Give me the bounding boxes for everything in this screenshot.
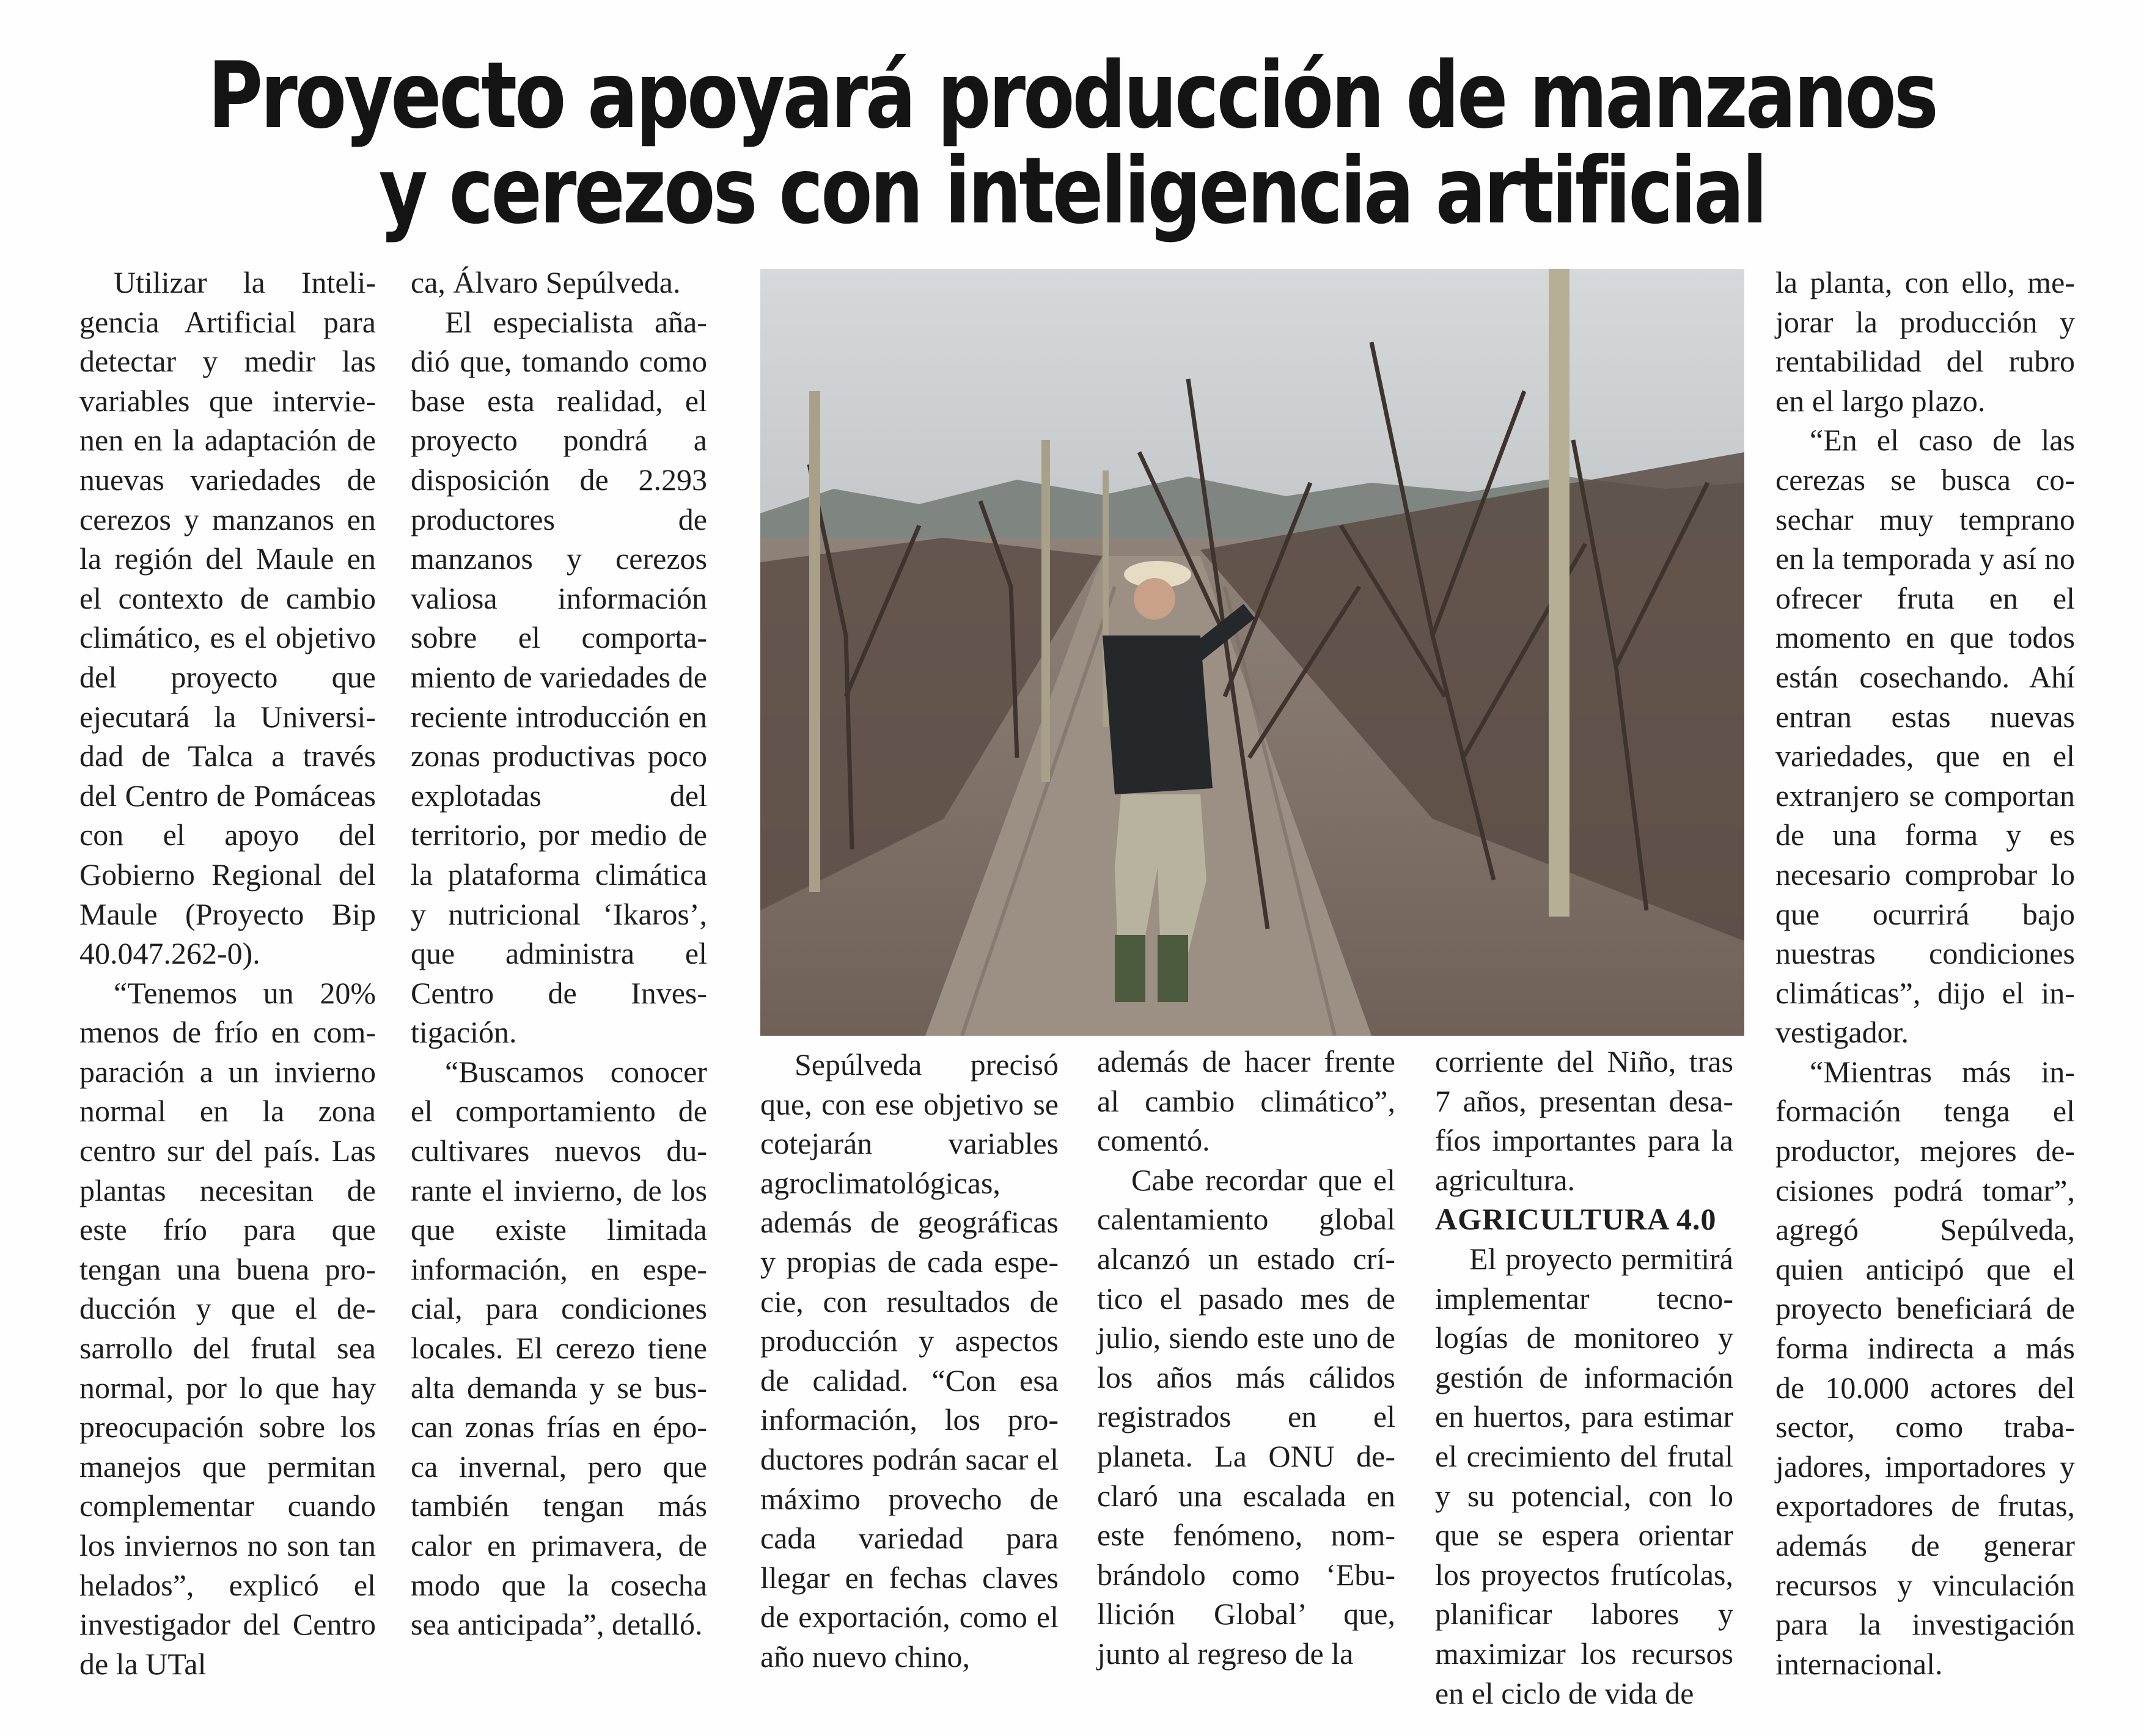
article-column-1 [79,263,376,1683]
paragraph: “Tenemos un 20% menos de frío en comparación a un invierno normal en la zona centro sur del país. Las plantas necesitan de este frío para que tengan una buena producción y que el desarrollo del frutal sea normal, por lo que hay preocupación sobre los manejos que permitan complementar cuando los inviernos no son tan helados”, explicó el investigador del Centro de la UTal [79,975,376,1681]
article-column-4 [1097,1042,1395,1674]
paragraph: Sepúlveda precisó que, con ese objetivo se cotejarán variables agroclimatológicas, además de geográficas y propias de cada especie, con resultados de producción y aspectos de calidad. “Con esa información, los productores podrán sacar el máximo provecho de cada variedad para llegar en fechas claves de exportación, como el año nuevo chino, [760,1047,1059,1674]
wooden-post [1549,269,1569,917]
orchard-photo [760,269,1744,1036]
headline-line-1: Proyecto apoyará producción de manzanos [208,43,1936,149]
paragraph: la planta, con ello, mejorar la producción y rentabilidad del rubro en el largo plazo. [1775,265,2075,418]
paragraph: Cabe recordar que el calentamiento global alcanzó un estado crítico el pasado mes de julio, siendo este uno de los años más cálidos registrados en el planeta. La ONU declaró una escalada en este fenómeno, nombrándolo como ‘Ebullición Global’ que, junto al regreso de la [1097,1162,1395,1671]
paragraph: El especialista añadió que, tomando como base esta realidad, el proyecto pondrá a disposición de 2.293 productores de manzanos y cerezos valiosa información sobre el comportamiento de variedades de reciente introducción en zonas productivas poco explotadas del territorio, por medio de la plataforma climática y nutricional ‘Ikaros’, que administra el Centro de Investigación. [411,304,707,1050]
paragraph: Utilizar la Inteligencia Artificial para detectar y medir las variables que intervienen en la adaptación de nuevas variedades de cerezos y manzanos en la región del Maule en el contexto de cambio climático, es el objetivo del proyecto que ejecutará la Universidad de Talca a través del Centro de Pomáceas con el apoyo del Gobierno Regional del Maule (Proyecto Bip 40.047.262-0). [79,265,376,971]
paragraph: además de hacer frente al cambio climático”, comentó. [1097,1044,1395,1158]
paragraph: corriente del Niño, tras 7 años, presentan desafíos importantes para la agricultura. [1435,1044,1733,1197]
section-subheading: AGRICULTURA 4.0 [1435,1202,1717,1237]
paragraph: “Mientras más información tenga el productor, mejores decisiones podrá tomar”, agregó Sepúlveda, quien anticipó que el proyecto beneficiará de forma indirecta a más de 10.000 actores del sector, como trabajadores, importadores y exportadores de frutas, además de generar recursos y vinculación para la investigación internacional. [1775,1054,2075,1681]
article-column-6 [1775,263,2075,1683]
article-column-5 [1435,1042,1733,1713]
article-column-3 [760,1045,1059,1677]
paragraph: El proyecto permitirá implementar tecnologías de monitoreo y gestión de información en huertos, para estimar el crecimiento del frutal y su potencial, con lo que se espera orientar los proyectos frutícolas, planificar labores y maximizar los recursos en el ciclo de vida de [1435,1241,1733,1710]
paragraph: “Buscamos conocer el comportamiento de cultivares nuevos durante el invierno, de los que existe limitada información, en especial, para condiciones locales. El cerezo tiene alta demanda y se buscan zonas frías en época invernal, pero que también tengan más calor en primavera, de modo que la cosecha sea anticipada”, detalló. [411,1054,707,1642]
paragraph: ca, Álvaro Sepúlveda. [411,265,681,299]
headline-line-2: y cerezos con inteligencia artificial [378,138,1766,244]
paragraph: “En el caso de las cerezas se busca cosechar muy temprano en la temporada y así no ofrecer fruta en el momento en que todos están cosechando. Ahí entran estas nuevas variedades, que en el extranjero se comportan de una forma y es necesario comprobar lo que ocurrirá bajo nuestras condiciones climáticas”, dijo el investigador. [1775,423,2075,1050]
article-column-2 [411,263,707,1644]
